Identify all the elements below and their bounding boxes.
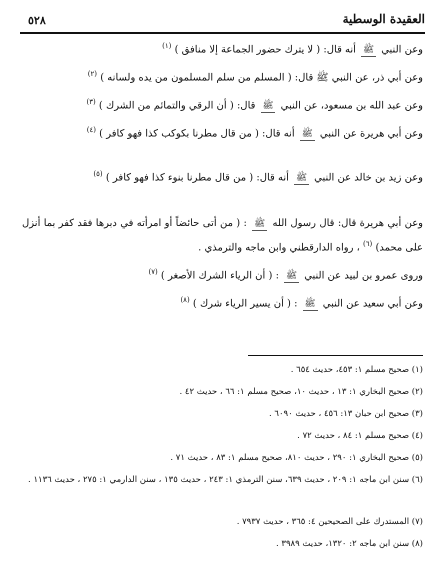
footnote: (٣) صحيح ابن حبان ١٣: ٤٥٦ ، حديث ٦٠٩٠ . — [268, 409, 423, 419]
footnote: (٢) صحيح البخاري ١: ١٣ ، حديث ١٠، صحيح مسلم ١: ٦٦ ، حديث ٤٢ . — [179, 387, 423, 397]
paragraph-text: أنه قال: ( لا يترك حضور الجماعة إلا منافق ) — [174, 44, 356, 56]
paragraph-text: : ( أن الرياء الشرك الأصغر ) — [160, 270, 279, 282]
hadith-paragraph — [22, 213, 423, 258]
hadith-paragraph — [22, 262, 423, 286]
salutation-glyph: ﷺ — [254, 219, 266, 229]
hadith-paragraph — [22, 36, 423, 60]
hadith-paragraph — [22, 290, 423, 314]
header-rule — [20, 32, 425, 34]
hadith-paragraph — [22, 164, 423, 188]
footnote-ref: (٧) — [148, 268, 158, 276]
hadith-paragraph — [22, 120, 423, 144]
footnote-ref: (٣) — [86, 98, 96, 106]
page-header — [20, 12, 425, 34]
salutation-glyph: ﷺ — [301, 129, 313, 140]
paragraph-text: : ( أن يسير الرياء شرك ) — [192, 298, 298, 310]
paragraph-text: وروى عمرو بن لبيد عن النبي — [304, 270, 423, 282]
paragraph-text: وعن زيد بن خالد عن النبي — [314, 172, 423, 184]
paragraph-text: وعن النبي — [381, 44, 423, 56]
hadith-paragraph — [22, 64, 423, 88]
paragraph-text: وعن عبد الله بن مسعود، عن النبي — [280, 100, 423, 112]
footnote-separator — [248, 355, 423, 356]
footnote-ref: (٥) — [93, 170, 103, 178]
footnote-ref: (٨) — [180, 296, 190, 304]
footnote: (٤) صحيح مسلم ١: ٨٤ ، حديث ٧٢ . — [297, 431, 423, 441]
paragraph-text: ، رواه الدارقطني وابن ماجه والترمذي . — [198, 242, 360, 254]
footnote: (٥) صحيح البخاري ١: ٢٩٠ ، حديث ٨١٠، صحيح مسلم ١: ٨٣ ، حديث ٧١ . — [170, 453, 423, 463]
salutation-glyph: ﷺ — [286, 271, 297, 282]
footnote: (٧) المستدرك على الصحيحين ٤: ٣٦٥ ، حديث ٧٩٣٧ . — [236, 517, 423, 527]
book-title: العقيدة الوسطية — [342, 12, 425, 26]
paragraph-text: وعن أبي سعيد عن النبي — [322, 298, 423, 310]
salutation-glyph: ﷺ — [363, 45, 375, 56]
salutation-glyph: ﷺ — [262, 101, 274, 112]
paragraph-text: قال: ( أن الرقي والتمائم من الشرك ) — [98, 100, 256, 112]
paragraph-text: وعن أبي هريرة قال: قال رسول الله — [272, 218, 423, 229]
salutation-glyph: ﷺ — [304, 299, 316, 310]
salutation-glyph: ﷺ — [296, 173, 307, 184]
footnote: (٦) سنن ابن ماجه ١: ٢٠٩ ، حديث ٦٣٩، سنن الترمذي ١: ٢٤٣ ، حديث ١٣٥ ، سنن الدارمي ١: ٢٧٥ ، حديث ١١٣٦ . — [28, 475, 423, 485]
paragraph-text: أنه قال: ( من قال مطرنا بكوكب كذا فهو كافر ) — [99, 128, 295, 140]
paragraph-text: : ( من أتى حائضاً أو امرأته في دبرها فقد كفر بما أنزل على محمد) — [22, 218, 423, 254]
footnote-ref: (١) — [162, 42, 172, 50]
hadith-paragraph — [22, 92, 423, 116]
paragraph-text: وعن أبي ذر، عن النبي ﷺ قال: ( المسلم من سلم المسلمون من يده ولسانه ) — [100, 72, 423, 84]
footnote-ref: (٤) — [86, 126, 96, 134]
footnote: (٨) سنن ابن ماجه ٢: ١٣٢٠، حديث ٣٩٨٩ . — [275, 539, 423, 549]
footnote: (١) صحيح مسلم ١: ٤٥٣، حديث ٦٥٤ . — [290, 365, 423, 375]
paragraph-text: أنه قال: ( من قال مطرنا بنوء كذا فهو كافر ) — [105, 172, 289, 184]
footnote-ref: (٢) — [87, 70, 98, 78]
page-number: ٥٢٨ — [28, 14, 46, 27]
footnote-ref: (٦) — [363, 240, 373, 248]
paragraph-text: وعن أبي هريرة عن النبي — [319, 128, 423, 140]
